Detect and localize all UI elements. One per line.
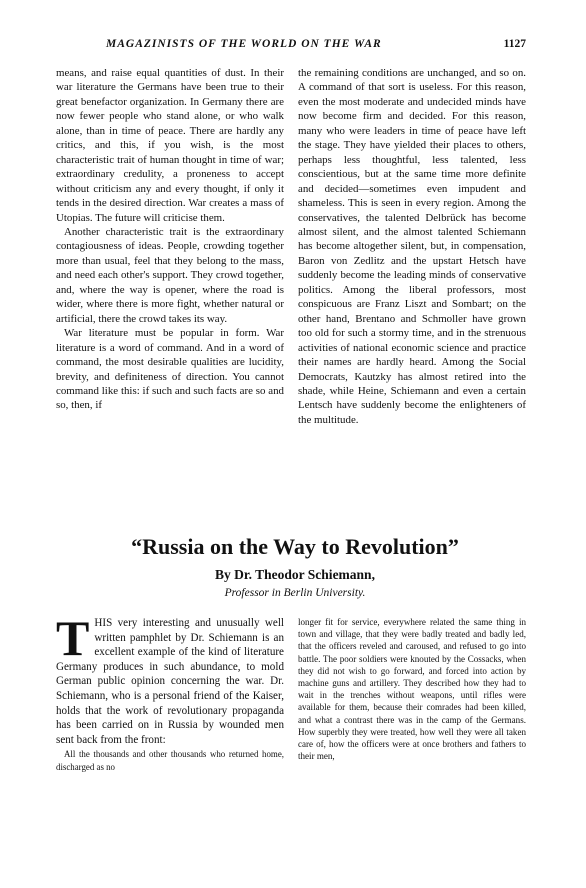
drop-cap: T [56, 610, 90, 666]
article-intro-text: HIS very interesting and unusually well written pamphlet by Dr. Schiemann is an excellent example of the kind of literature Germany produces in such abundance, to mold German public opinion concerning the war. Dr. Schiemann, who is a personal friend of the Kaiser, holds that the work of revolutionary propaganda has been carried on in Russia by wounded men sent back from the front: [56, 617, 284, 746]
paragraph: Another characteristic trait is the extraordinary contagiousness of ideas. People, crowding together more than usual, feel that they belong to the mass, and need each other's support. They crowd together, and, where the way is opener, where the road is wider, where there is more fight, whether natural or artificial, there the crowd takes its way. [56, 225, 284, 325]
article-left-column [56, 610, 284, 773]
article-right-column [298, 616, 526, 762]
paragraph: means, and raise equal quantities of dust. In their war literature the Germans have been true to their great benefactor organization. In Germany there are now fewer people who stand alone, or who walk alone, than in time of peace. There are hardly any critics, and this, if you wish, is the most characteristic trait of human thought in time of war; extraordinary credulity, a proneness to accept without criticism any and every thought, if only it tends in the desired direction. War creates a mass of Utopias. The future will criticise them. [56, 67, 284, 224]
article-byline: By Dr. Theodor Schiemann, [215, 567, 375, 582]
top-left-column [56, 66, 284, 413]
article-title: “Russia on the Way to Revolution” [131, 534, 459, 559]
running-title: MAGAZINISTS OF THE WORLD ON THE WAR [106, 38, 382, 50]
quote-continued: longer fit for service, everywhere related the same thing in town and village, that they were badly treated and badly led, that the officers reveled and caroused, and refused to go into battle. The poor soldiers were knouted by the Cossacks, when they did not wish to go forward, and forced into action by machine guns and artillery. They described how they had to wait in the trenches without weapons, until rifles were available for them, because their comrades had been killed, and what a contrast there was in the camp of the Germans. How superbly they were treated, how well they were all taken care of, how the officers were at once brothers and fathers to their men, [298, 617, 526, 762]
article-intro [56, 610, 284, 747]
paragraph: the remaining conditions are unchanged, and so on. A command of that sort is useless. For this reason, even the most moderate and undecided minds have now become firm and decided. For this reason, many who were leaders in time of peace have left the stage. They have yielded their places to others, perhaps less thoughtful, less talented, less conscientious, but at the same time more definite and decided—sometimes even impudent and shameless. This is seen in every region. Among the conservatives, the talented Delbrück has become almost silent, and the almost talented Schiemann has become altogether silent, but, in compensation, Baron von Zedlitz and the upstart Hetsch have suddenly become the leading minds of conservative politics. Among the liberal professors, most conspicuous are Franz Liszt and Sombart; on the other hand, Brentano and Schmoller have grown too old for such a stormy time, and in the strenuous activities of national economic science and practice their names are hardly heard. Among the Social Democrats, Kautzky has almost retired into the shade, while Heine, Schiemann and even a certain Lentsch have suddenly become the enlighteners of the multitude. [298, 67, 526, 426]
running-header [56, 38, 526, 52]
paragraph: War literature must be popular in form. War literature is a word of command. And in a word of command, the most desirable qualities are lucidity, brevity, and definiteness of direction. You cannot command like this: if such and such facts are so and so, then, if [56, 327, 284, 412]
author-affiliation: Professor in Berlin University. [224, 587, 366, 599]
quote-start: All the thousands and other thousands who returned home, discharged as no [56, 749, 284, 772]
top-right-column [298, 66, 526, 427]
page-number: 1127 [503, 38, 526, 50]
